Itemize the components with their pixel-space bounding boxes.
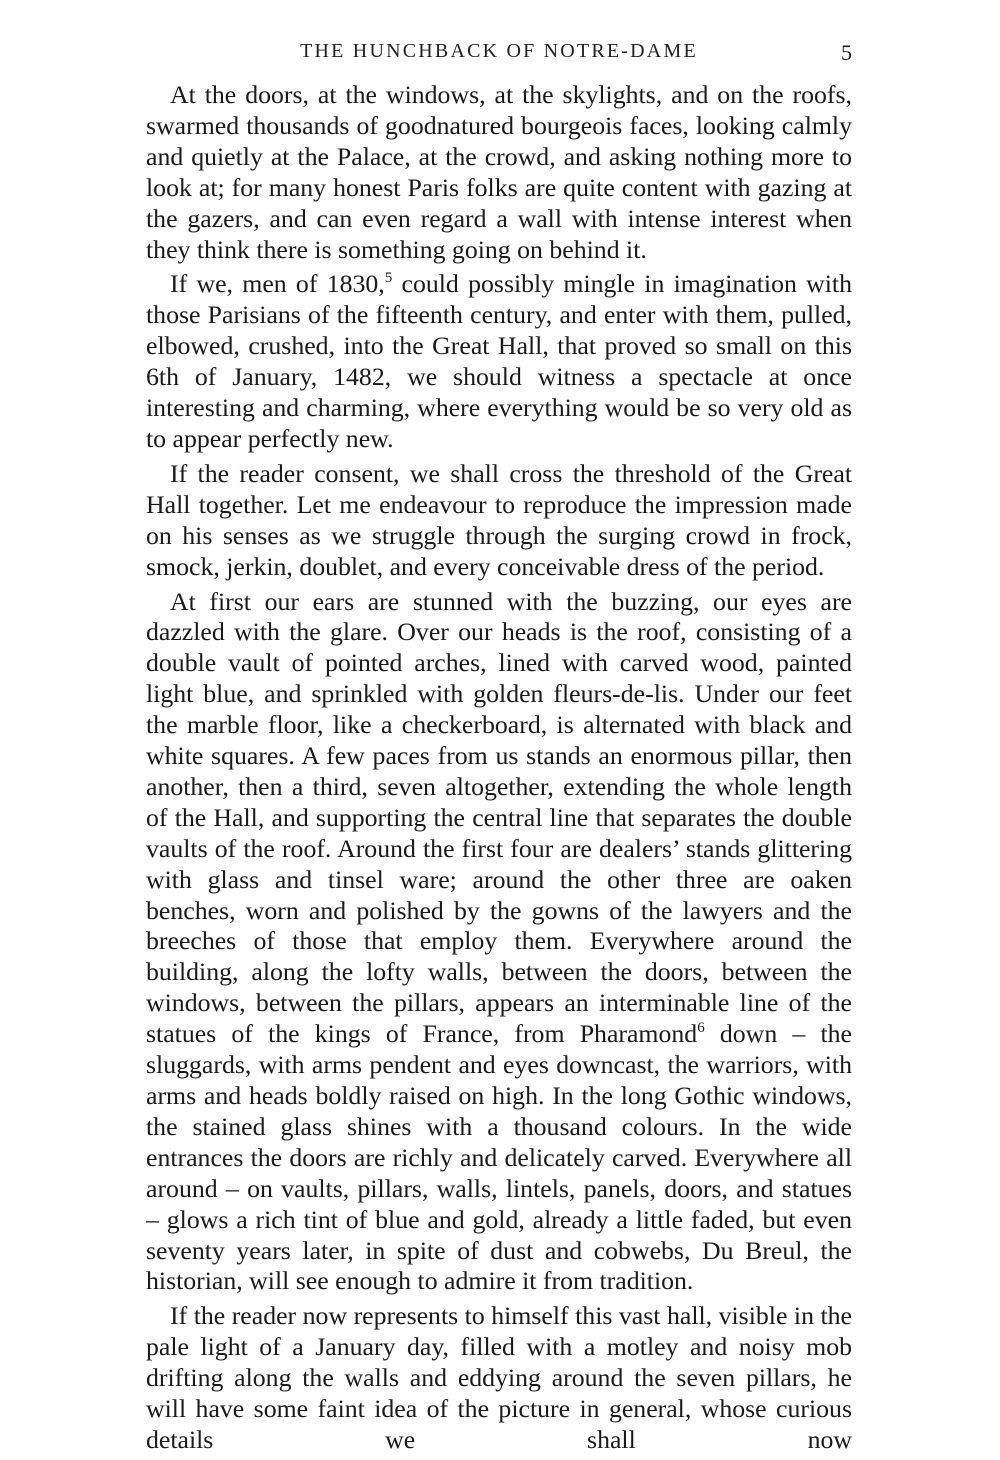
footnote-marker[interactable]: 6	[697, 1020, 705, 1037]
paragraph	[146, 587, 852, 1298]
paragraph-text: At the doors, at the windows, at the skylights, and on the roofs, swarmed thousands of goodnatured bourgeois faces, looking calmly and quietly at the Palace, at the crowd, and asking nothing more to look at; for many honest Paris folks are quite content with gazing at the gazers, and can even regard a wall with intense interest when they think there is something going on behind it.	[146, 80, 852, 264]
running-title: THE HUNCHBACK OF NOTRE-DAME	[300, 40, 698, 62]
footnote-marker[interactable]: 5	[384, 270, 393, 287]
paragraph-text: down – the sluggards, with arms pendent and eyes downcast, the warriors, with arms and heads boldly raised on high. In the long Gothic windows, the stained glass shines with a thousand colours. In the wide entrances the doors are richly and delicately carved. Everywhere all around – on vaults, pillars, walls, lintels, panels, doors, and statues – glows a rich tint of blue and gold, already a little faded, but even seventy years later, in spite of dust and cobwebs, Du Breul, the historian, will see enough to admire it from tradition.	[146, 1019, 853, 1296]
paragraph	[146, 80, 852, 265]
page-number: 5	[841, 40, 852, 65]
paragraph-text: If we, men of 1830,	[170, 269, 385, 299]
paragraph-text: If the reader now represents to himself this vast hall, visible in the pale light of a January day, filled with a motley and noisy mob drifting along the walls and eddying around the seven pillars, he will have some faint idea of the picture in general, whose curious details we shall now	[146, 1301, 852, 1454]
paragraph-text: could possibly mingle in imagination with those Parisians of the fifteenth century, and enter with them, pulled, elbowed, crushed, into the Great Hall, that proved so small on this 6th of January, 1482, we should witness a spectacle at once interesting and charming, where everything would be so very old as to appear perfectly new.	[146, 269, 852, 453]
body-text	[146, 80, 852, 1460]
running-head	[146, 36, 852, 76]
paragraph-text: At first our ears are stunned with the buzzing, our eyes are dazzled with the glare. Over our heads is the roof, consisting of a double vault of pointed arches, lined with carved wood, painted light blue, and sprinkled with golden fleurs-de-lis. Under our feet the marble floor, like a checkerboard, is alternated with black and white squares. A few paces from us stands an enormous pillar, then another, then a third, seven altogether, extending the whole length of the Hall, and supporting the central line that separates the double vaults of the roof. Around the first four are dealers’ stands glittering with glass and tinsel ware; around the other three are oaken benches, worn and polished by the gowns of the lawyers and the breeches of those that employ them. Everywhere around the building, along the lofty walls, between the doors, between the windows, between the pillars, appears an interminable line of the statues of the kings of France, from Pharamond	[146, 586, 852, 1049]
paragraph	[146, 1301, 852, 1456]
paragraph	[146, 269, 852, 454]
paragraph-text: If the reader consent, we shall cross the threshold of the Great Hall together. Let me endeavour to reproduce the impression made on his senses as we struggle through the surging crowd in frock, smock, jerkin, doublet, and every conceivable dress of the period.	[146, 458, 852, 581]
paragraph	[146, 459, 852, 583]
